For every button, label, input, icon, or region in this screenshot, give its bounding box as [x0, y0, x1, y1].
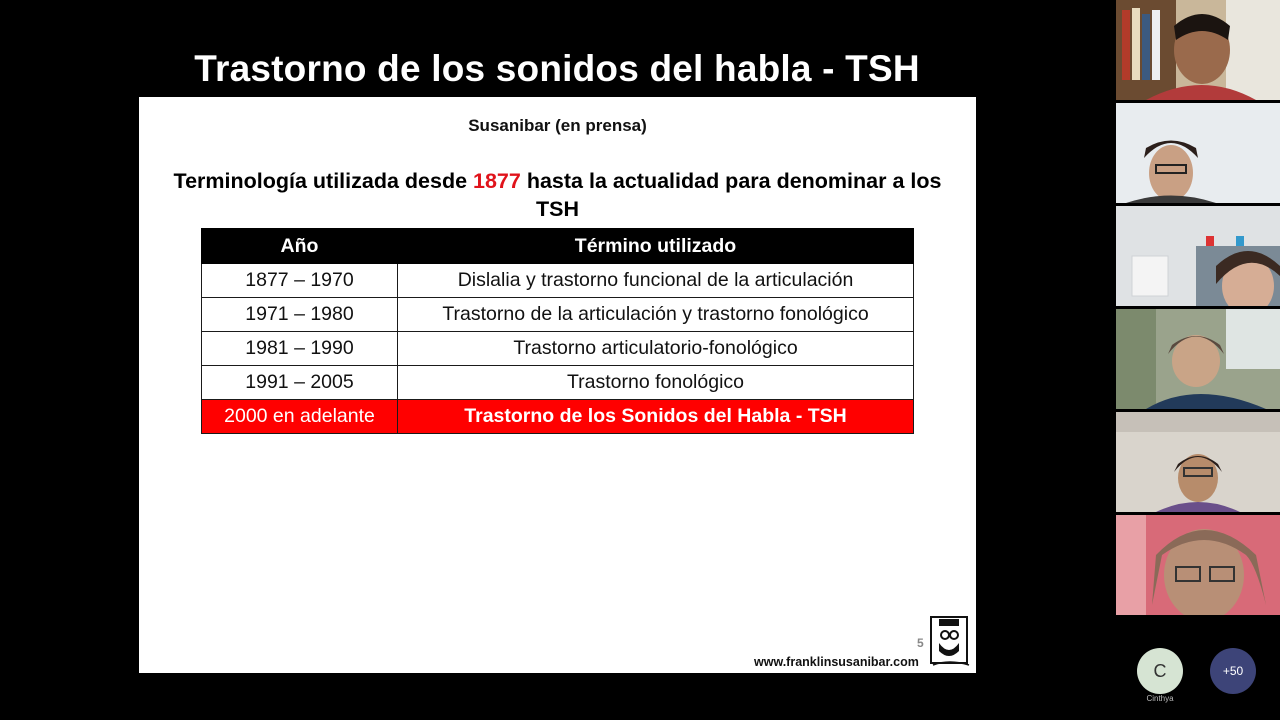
cell-term: Trastorno fonológico [398, 366, 914, 400]
slide-source: Susanibar (en prensa) [468, 116, 647, 135]
more-participants-button[interactable]: +50 [1210, 648, 1256, 694]
table-header-row [202, 229, 914, 264]
column-header-term: Término utilizado [398, 229, 914, 264]
cell-year: 1877 – 1970 [202, 264, 398, 298]
participant-video-1[interactable] [1116, 0, 1280, 100]
heading-text-before: Terminología utilizada desde [173, 169, 474, 193]
table-row-highlighted [202, 400, 914, 434]
heading-text-after: hasta la actualidad para denominar a los TSH [520, 169, 942, 221]
participants-panel [1114, 0, 1280, 720]
participant-video-3[interactable] [1116, 206, 1280, 306]
slide-title: Trastorno de los sonidos del habla - TSH [194, 48, 920, 89]
cell-term: Trastorno de los Sonidos del Habla - TSH [398, 400, 914, 434]
participant-avatar[interactable]: C [1137, 648, 1183, 694]
participant-video-5[interactable] [1116, 412, 1280, 512]
participant-video-2[interactable] [1116, 103, 1280, 203]
table-row [202, 332, 914, 366]
cell-year: 1971 – 1980 [202, 298, 398, 332]
participant-video-6[interactable] [1116, 515, 1280, 615]
author-logo-icon [929, 615, 973, 669]
slide-page-number: 5 [917, 636, 924, 650]
participant-video-4[interactable] [1116, 309, 1280, 409]
cell-term: Dislalia y trastorno funcional de la articulación [398, 264, 914, 298]
table-row [202, 264, 914, 298]
cell-year: 2000 en adelante [202, 400, 398, 434]
cell-term: Trastorno de la articulación y trastorno fonológico [398, 298, 914, 332]
cell-term: Trastorno articulatorio-fonológico [398, 332, 914, 366]
cell-year: 1981 – 1990 [202, 332, 398, 366]
slide-heading [159, 167, 956, 223]
table-row [202, 298, 914, 332]
participant-name: Cinthya [1146, 694, 1174, 703]
cell-year: 1991 – 2005 [202, 366, 398, 400]
heading-year: 1877 [473, 169, 521, 193]
slide-canvas [139, 97, 976, 673]
slide-website: www.franklinsusanibar.com [754, 655, 919, 669]
table-row [202, 366, 914, 400]
column-header-year: Año [202, 229, 398, 264]
terminology-table [201, 228, 914, 434]
